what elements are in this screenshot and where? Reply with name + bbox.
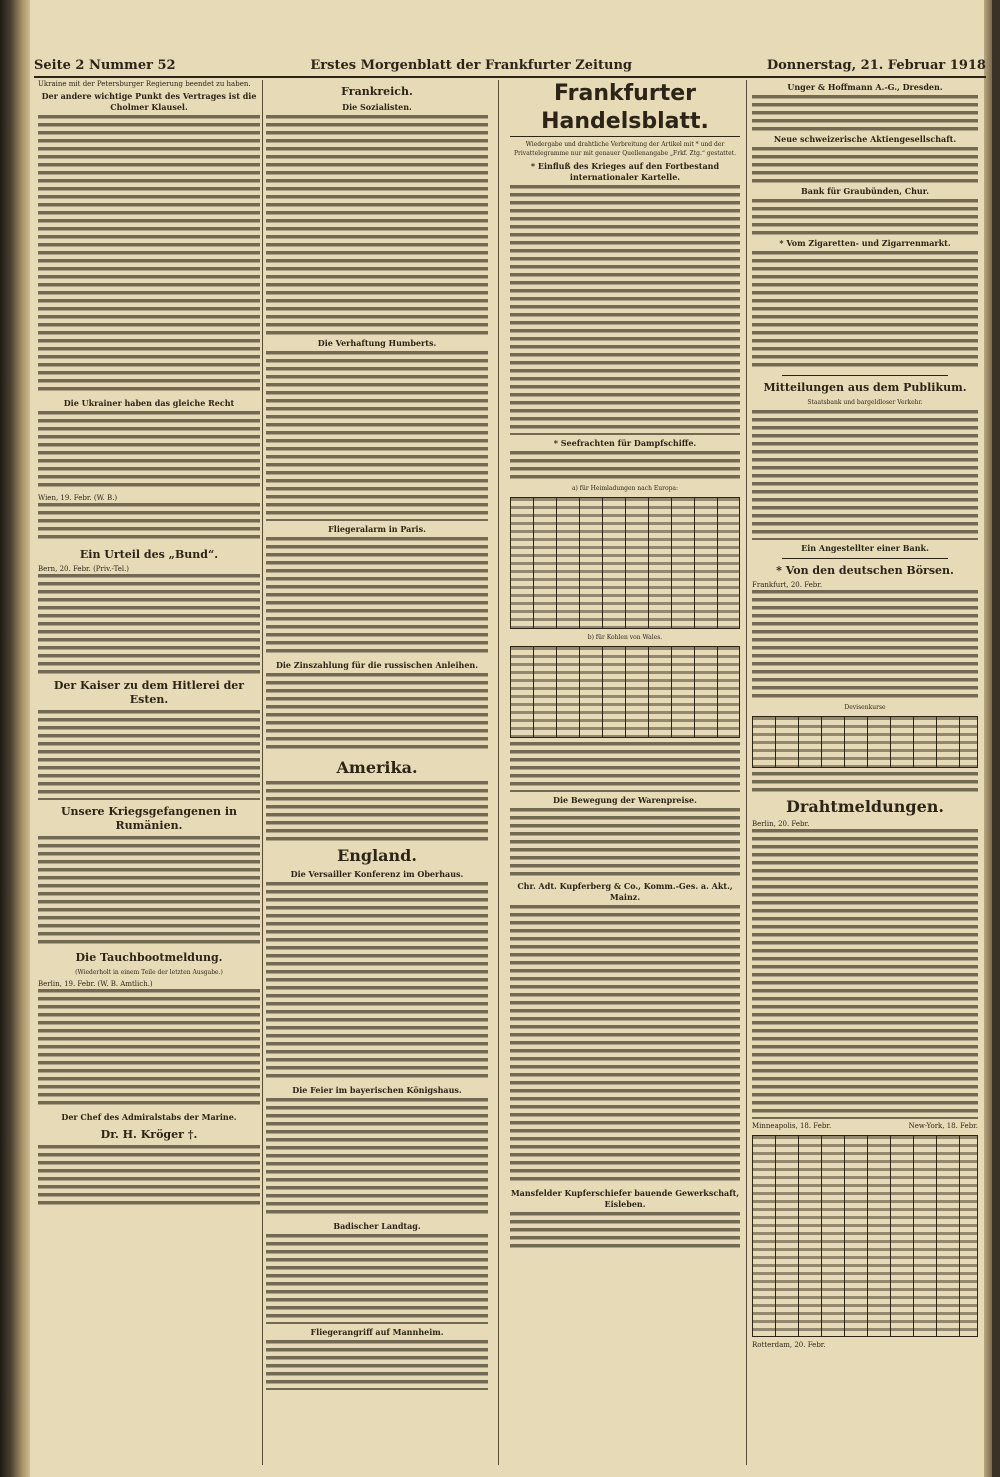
- article-body: [752, 251, 978, 371]
- column-4: [752, 80, 978, 1465]
- header-right: Donnerstag, 21. Februar 1918: [766, 58, 986, 73]
- article-body: [266, 882, 488, 1082]
- article-heading: Dr. H. Kröger †.: [100, 1128, 198, 1141]
- article-heading: * Seefrachten für Dampfschiffe.: [553, 438, 697, 448]
- article-body: [510, 1212, 740, 1252]
- article-heading: Bank für Graubünden, Chur.: [801, 186, 929, 196]
- dateline: Wien, 19. Febr. (W. B.): [38, 494, 118, 502]
- article-body: [266, 1234, 488, 1324]
- market-quotes-table: [752, 1135, 978, 1337]
- column-rule: [746, 80, 747, 1465]
- section-heading: Mitteilungen aus dem Publikum.: [763, 381, 967, 394]
- article-body: [38, 1145, 260, 1205]
- coal-freight-table: [510, 646, 740, 738]
- article-body: [510, 808, 740, 878]
- article-body: [752, 147, 978, 183]
- article-body: [38, 574, 260, 674]
- column-2: [266, 80, 488, 1465]
- table-caption: b) für Kohlen von Wales.: [587, 634, 663, 641]
- page-header: [34, 58, 986, 78]
- article-body: [38, 115, 260, 395]
- page-edge: [984, 0, 992, 1477]
- table-caption: Devisenkurse: [844, 704, 886, 711]
- article-body: [510, 905, 740, 1185]
- dateline: Bern, 20. Febr. (Priv.-Tel.): [38, 565, 130, 573]
- article-heading: Unger & Hoffmann A.-G., Dresden.: [787, 82, 943, 92]
- article-heading: Der Kaiser zu dem Hitlerei der Esten.: [53, 679, 245, 706]
- section-heading: Amerika.: [336, 758, 418, 777]
- currency-table: [752, 716, 978, 768]
- intro-line: Ukraine mit der Petersburger Regierung beendet zu haben.: [38, 80, 251, 88]
- article-heading: Die Versailler Konferenz im Oberhaus.: [290, 869, 464, 879]
- article-heading: Die Bewegung der Warenpreise.: [553, 795, 697, 805]
- header-center: Erstes Morgenblatt der Frankfurter Zeitung: [310, 58, 632, 73]
- article-heading: Die Sozialisten.: [342, 102, 412, 112]
- closing-line: Rotterdam, 20. Febr.: [752, 1341, 826, 1349]
- article-body: [510, 451, 740, 481]
- dateline: Berlin, 19. Febr. (W. B. Amtlich.): [38, 980, 153, 988]
- column-rule: [262, 80, 263, 1465]
- quotes-heading-row: [752, 1122, 978, 1131]
- article-body: [510, 185, 740, 435]
- article-body: [752, 95, 978, 131]
- article-body: [38, 989, 260, 1109]
- article-heading: Chr. Adt. Kupferberg & Co., Komm.-Ges. a. Akt., Mainz.: [517, 881, 733, 902]
- section-masthead: Frankfurter Handelsblatt.: [510, 80, 740, 137]
- article-heading: * Vom Zigaretten- und Zigarrenmarkt.: [779, 238, 951, 248]
- article-body: [266, 351, 488, 521]
- section-subheading: Staatsbank und bargeldloser Verkehr.: [807, 399, 923, 406]
- article-heading: Neue schweizerische Aktiengesellschaft.: [773, 134, 957, 144]
- article-body: [38, 411, 260, 491]
- divider: [782, 375, 948, 376]
- article-body: [752, 590, 978, 700]
- article-body: [266, 673, 488, 753]
- quotes-heading: New-York, 18. Febr.: [908, 1122, 978, 1130]
- signature: Der Chef des Admiralstabs der Marine.: [61, 1112, 237, 1122]
- column-1: [38, 80, 260, 1465]
- article-heading: Die Ukrainer haben das gleiche Recht: [63, 398, 235, 408]
- table-caption: a) für Heimladungen nach Europa:: [571, 485, 679, 492]
- article-body: [266, 115, 488, 335]
- article-body: [38, 836, 260, 946]
- article-body: [266, 1340, 488, 1390]
- masthead-note: Wiedergabe und drahtliche Verbreitung der Artikel mit * und der Privattelegramme nur mit genauer Quellenangabe „Frkf. Ztg.“ gestattet.: [513, 141, 736, 157]
- article-heading: Badischer Landtag.: [333, 1221, 421, 1231]
- article-body: [752, 772, 978, 792]
- section-heading: England.: [337, 846, 417, 865]
- section-heading: * Von den deutschen Börsen.: [776, 564, 954, 577]
- article-heading: Mansfelder Kupferschiefer bauende Gewerkschaft, Eisleben.: [510, 1188, 740, 1209]
- article-heading: Unsere Kriegsgefangenen in Rumänien.: [60, 805, 238, 832]
- article-body: [752, 199, 978, 235]
- column-rule: [498, 80, 499, 1465]
- section-heading: Drahtmeldungen.: [786, 797, 944, 816]
- newspaper-page: [30, 0, 992, 1477]
- column-3: [510, 80, 740, 1465]
- signature: Ein Angestellter einer Bank.: [801, 543, 929, 553]
- article-body: [510, 742, 740, 792]
- article-body: [38, 710, 260, 800]
- article-body: [752, 829, 978, 1119]
- dateline: Berlin, 20. Febr.: [752, 820, 810, 828]
- article-heading: Fliegerangriff auf Mannheim.: [310, 1327, 444, 1337]
- section-heading: Frankreich.: [341, 85, 413, 98]
- book-spine: [0, 0, 30, 1477]
- article-note: (Wiederholt in einem Teile der letzten Ausgabe.): [75, 969, 223, 976]
- article-body: [38, 503, 260, 543]
- article-body: [266, 537, 488, 657]
- article-heading: Die Verhaftung Humberts.: [317, 338, 437, 348]
- header-left: Seite 2 Nummer 52: [34, 58, 176, 73]
- divider: [782, 558, 948, 559]
- quotes-heading: Minneapolis, 18. Febr.: [752, 1122, 832, 1130]
- article-heading: Fliegeralarm in Paris.: [328, 524, 426, 534]
- dateline: Frankfurt, 20. Febr.: [752, 581, 823, 589]
- article-body: [266, 1098, 488, 1218]
- article-heading: Die Zinszahlung für die russischen Anleihen.: [275, 660, 479, 670]
- article-body: [266, 781, 488, 841]
- article-heading: * Einfluß des Krieges auf den Fortbestand internationaler Kartelle.: [530, 161, 720, 182]
- article-body: [752, 410, 978, 540]
- article-heading: Der andere wichtige Punkt des Vertrages ist die Cholmer Klausel.: [41, 91, 257, 112]
- article-heading: Ein Urteil des „Bund“.: [79, 548, 219, 561]
- freight-table: [510, 497, 740, 629]
- article-heading: Die Tauchbootmeldung.: [75, 951, 223, 964]
- article-heading: Die Feier im bayerischen Königshaus.: [292, 1085, 462, 1095]
